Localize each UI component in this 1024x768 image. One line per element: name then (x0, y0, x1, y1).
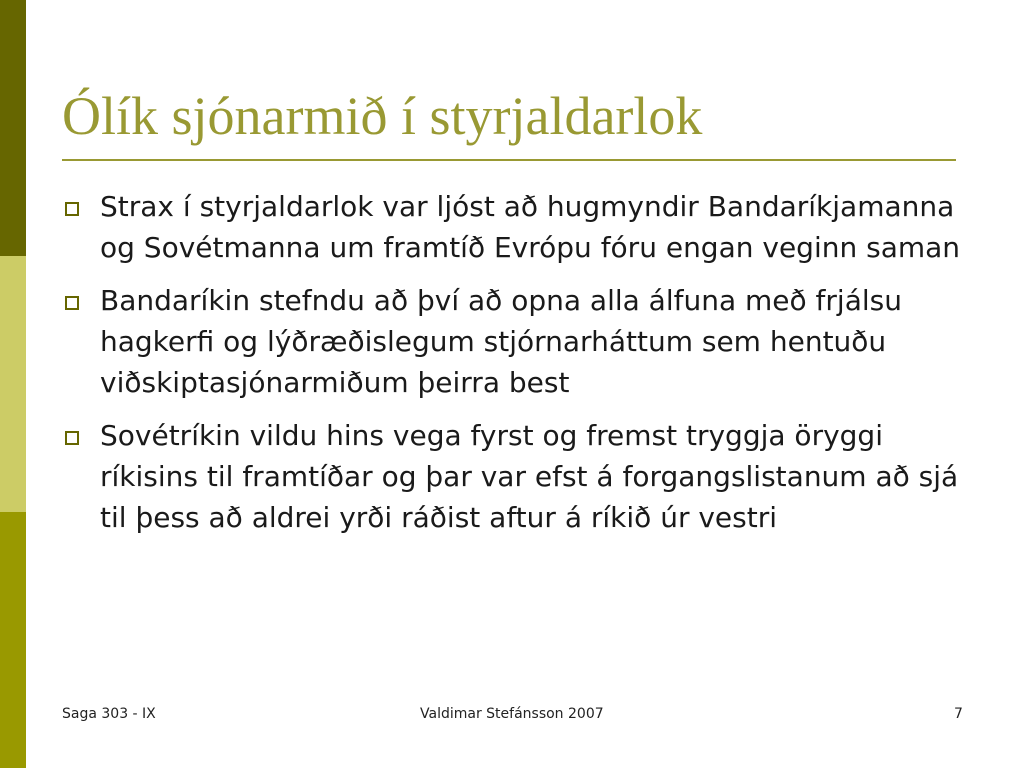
bullet-item (62, 186, 962, 268)
title-underline (62, 159, 956, 161)
decorative-sidebar (0, 0, 26, 768)
bullet-text: Bandaríkin stefndu að því að opna alla álfuna með frjálsu hagkerfi og lýðræðislegum stjórnarháttum sem hentuðu viðskiptasjónarmiðum þeirra best (100, 284, 902, 399)
bullet-item (62, 415, 962, 538)
footer-author: Valdimar Stefánsson 2007 (420, 706, 604, 722)
sidebar-segment-mid (0, 512, 26, 768)
slide-title: Ólík sjónarmið í styrjaldarlok (62, 86, 703, 146)
bullet-item (62, 280, 962, 403)
footer-page-number: 7 (954, 706, 963, 722)
sidebar-segment-light (0, 256, 26, 512)
hollow-square-bullet-icon (65, 202, 79, 216)
hollow-square-bullet-icon (65, 431, 79, 445)
bullet-list (62, 186, 962, 550)
bullet-text: Sovétríkin vildu hins vega fyrst og fremst tryggja öryggi ríkisins til framtíðar og þar var efst á forgangslistanum að sjá til þess að aldrei yrði ráðist aftur á ríkið úr vestri (100, 419, 959, 534)
bullet-text: Strax í styrjaldarlok var ljóst að hugmyndir Bandaríkjamanna og Sovétmanna um framtíð Evrópu fóru engan veginn saman (100, 190, 961, 264)
footer-course: Saga 303 - IX (62, 706, 156, 722)
sidebar-segment-dark (0, 0, 26, 256)
hollow-square-bullet-icon (65, 296, 79, 310)
